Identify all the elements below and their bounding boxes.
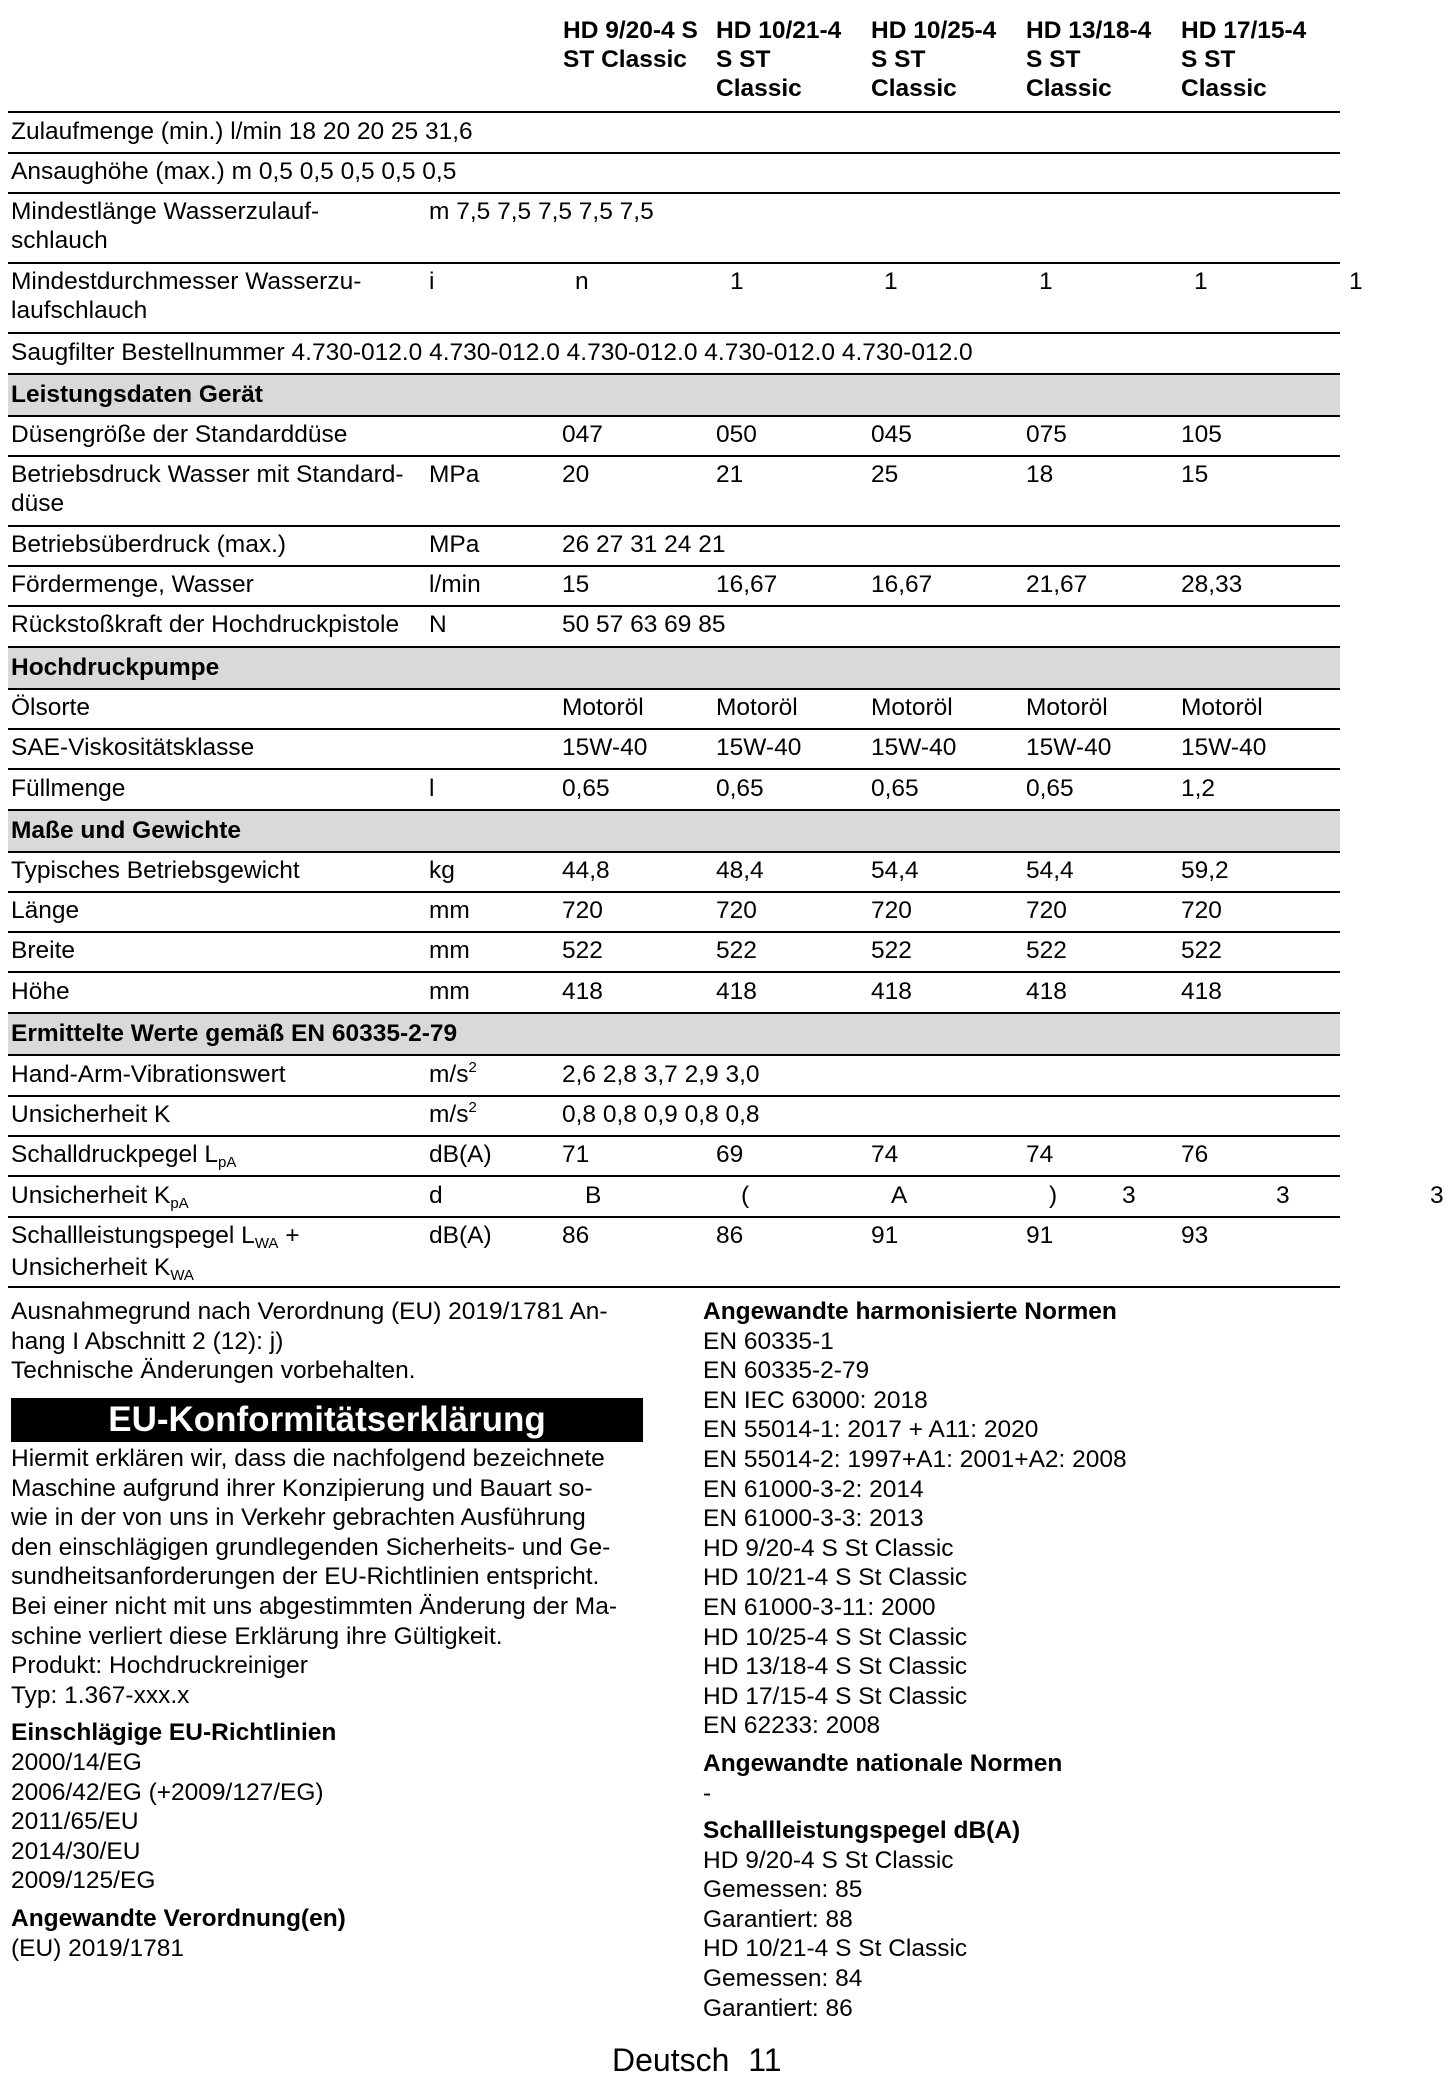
- unit: kg: [429, 857, 455, 884]
- row-oelsorte: Ölsorte: [11, 694, 90, 721]
- cell: 59,2: [1181, 857, 1229, 884]
- section-title: Ermittelte Werte gemäß EN 60335-2-79: [11, 1020, 458, 1047]
- cell: 15W-40: [562, 734, 648, 761]
- row-unsicherheit-k: Unsicherheit K: [11, 1101, 171, 1128]
- cell: 047: [562, 421, 603, 448]
- row-gewicht: Typisches Betriebsgewicht: [11, 857, 300, 884]
- model-col-5: HD 17/15-4 S ST Classic: [1181, 17, 1307, 102]
- cell: 15: [1181, 461, 1209, 488]
- row-values: 2,6 2,8 3,7 2,9 3,0: [562, 1061, 760, 1088]
- unit: mm: [429, 978, 470, 1005]
- row-values: 0,8 0,8 0,9 0,8 0,8: [562, 1101, 760, 1128]
- row-hoehe: Höhe: [11, 978, 70, 1005]
- section-title: Maße und Gewichte: [11, 817, 242, 844]
- unit: l/min: [429, 571, 481, 598]
- cell: 25: [871, 461, 899, 488]
- cell: 69: [716, 1141, 744, 1168]
- row-mindestdurchmesser-unit: i: [429, 268, 435, 295]
- cell: 720: [716, 897, 757, 924]
- cell: Motoröl: [871, 694, 953, 721]
- cell: 48,4: [716, 857, 764, 884]
- row-sae: SAE-Viskositätsklasse: [11, 734, 255, 761]
- cell: Motoröl: [1026, 694, 1108, 721]
- cell: 3: [1276, 1182, 1290, 1209]
- cell: 522: [716, 937, 757, 964]
- cell: 720: [1181, 897, 1222, 924]
- divider: [8, 891, 1340, 893]
- row-schalldruckpegel: Schalldruckpegel $L_{pA}$: [11, 1141, 237, 1171]
- unit: dB(A): [429, 1141, 492, 1168]
- cell: 20: [562, 461, 590, 488]
- cell: 0,65: [1026, 775, 1074, 802]
- page-footer: [612, 2042, 782, 2079]
- cell: Motoröl: [716, 694, 798, 721]
- unit: $m/s^2$: [429, 1099, 477, 1128]
- cell: 522: [562, 937, 603, 964]
- row-mindestdurchmesser-label: Mindestdurchmesser Wasserzu- laufschlauch: [11, 268, 362, 324]
- row-unsicherheit-kpa: Unsicherheit $K_{pA}$: [11, 1182, 189, 1212]
- cell: 418: [871, 978, 912, 1005]
- row-betriebsdruck-label: Betriebsdruck Wasser mit Standard- düse: [11, 461, 404, 517]
- divider: [8, 851, 1340, 853]
- row-values: 26 27 31 24 21: [562, 531, 726, 558]
- cell: Motoröl: [1181, 694, 1263, 721]
- row-values: 50 57 63 69 85: [562, 611, 726, 638]
- cell: 1: [884, 268, 898, 295]
- cell: 76: [1181, 1141, 1209, 1168]
- cell: 418: [1181, 978, 1222, 1005]
- section-title: Hochdruckpumpe: [11, 654, 220, 681]
- unit: N: [429, 611, 447, 638]
- unit: MPa: [429, 531, 480, 558]
- divider: [8, 525, 1340, 527]
- cell: 1: [1194, 268, 1208, 295]
- harmonised-title: Angewandte harmonisierte Normen: [703, 1298, 1117, 1325]
- divider: [8, 1095, 1340, 1097]
- divider: [8, 1175, 1340, 1177]
- cell: 075: [1026, 421, 1067, 448]
- divider: [8, 605, 1340, 607]
- divider: [8, 455, 1340, 457]
- divider: [8, 111, 1340, 113]
- cell: 44,8: [562, 857, 610, 884]
- cell: 71: [562, 1141, 590, 1168]
- model-col-2: HD 10/21-4 S ST Classic: [716, 17, 842, 102]
- cell: 0,65: [562, 775, 610, 802]
- row-breite: Breite: [11, 937, 76, 964]
- section-title: Leistungsdaten Gerät: [11, 381, 263, 408]
- unit: d: [429, 1182, 443, 1209]
- row-betriebsueberdruck: Betriebsüberdruck (max.): [11, 531, 287, 558]
- row-duesengroesse: Düsengröße der Standarddüse: [11, 421, 348, 448]
- cell: 86: [716, 1222, 744, 1249]
- cell: 54,4: [871, 857, 919, 884]
- row-saugfilter: Saugfilter Bestellnummer 4.730-012.0 4.730-012.0 4.730-012.0 4.730-012.0 4.730-012.0: [11, 339, 973, 366]
- cell: 0,65: [716, 775, 764, 802]
- conformity-title: EU-Konformitätserklärung: [11, 1398, 643, 1442]
- row-laenge: Länge: [11, 897, 80, 924]
- cell: 1,2: [1181, 775, 1216, 802]
- cell: 21: [716, 461, 744, 488]
- unit: $m/s^2$: [429, 1059, 477, 1088]
- row-ansaughoehe: Ansaughöhe (max.) m 0,5 0,5 0,5 0,5 0,5: [11, 158, 457, 185]
- cell: A: [891, 1182, 908, 1209]
- divider: [8, 971, 1340, 973]
- cell: 0,65: [871, 775, 919, 802]
- cell: 720: [562, 897, 603, 924]
- cell: 1: [1039, 268, 1053, 295]
- page-number: 11: [748, 2042, 782, 2078]
- model-col-1: HD 9/20-4 S ST Classic: [563, 17, 698, 73]
- sound-title: Schallleistungspegel dB(A): [703, 1817, 1021, 1845]
- cell: 720: [1026, 897, 1067, 924]
- row-fuellmenge: Füllmenge: [11, 775, 126, 802]
- divider: [8, 192, 1340, 194]
- national-title: Angewandte nationale Normen: [703, 1749, 1063, 1777]
- cell: n: [575, 268, 589, 295]
- divider: [8, 332, 1340, 334]
- cell: ): [1049, 1182, 1058, 1209]
- row-foerdermenge: Fördermenge, Wasser: [11, 571, 254, 598]
- row-vibration: Hand-Arm-Vibrationswert: [11, 1061, 286, 1088]
- cell: 93: [1181, 1222, 1209, 1249]
- divider: [8, 1286, 1340, 1288]
- divider: [8, 1054, 1340, 1056]
- cell: 15W-40: [716, 734, 802, 761]
- cell: 522: [871, 937, 912, 964]
- cell: 91: [871, 1222, 899, 1249]
- row-rueckstosskraft: Rückstoßkraft der Hochdruckpistole: [11, 611, 400, 638]
- directives-title: Einschlägige EU-Richtlinien: [11, 1719, 337, 1747]
- cell: (: [741, 1182, 750, 1209]
- row-schallleistungspegel-label: Schallleistungspegel $L_{WA}$ + Unsicherheit $K_{WA}$: [11, 1222, 300, 1284]
- divider: [8, 262, 1340, 264]
- cell: 418: [562, 978, 603, 1005]
- cell: 18: [1026, 461, 1054, 488]
- cell: 418: [1026, 978, 1067, 1005]
- conformity-body: Hiermit erklären wir, dass die nachfolgend bezeichnete Maschine aufgrund ihrer Konzipierung und Bauart so- wie in der von uns in Verkehr gebrachten Ausführung den einschlägigen grundlegenden Sicherheits- und Ge- sundheitsanforderungen der EU-Richtlinien entspricht. Bei einer nicht mit uns abgestimmten Änderung der Ma- schine verliert diese Erklärung ihre Gültigkeit. Produkt: Hochdruckreiniger Typ: 1.367-xxx.x Einschlägige EU-Richtlinien 2000/14/EG 2006/42/EG (+2009/127/EG) 2011/65/EU 2014/30/EU 2009/125/EG Angewandte Verordnung(en) (EU) 2019/1781: [11, 1445, 617, 1962]
- footer-language: Deutsch: [612, 2042, 730, 2078]
- model-col-4: HD 13/18-4 S ST Classic: [1026, 17, 1152, 102]
- cell: 1: [1349, 268, 1363, 295]
- row-zulaufmenge: Zulaufmenge (min.) l/min 18 20 20 25 31,6: [11, 118, 473, 145]
- divider: [8, 1135, 1340, 1137]
- standards-column: Angewandte harmonisierte Normen EN 60335-1 EN 60335-2-79 EN IEC 63000: 2018 EN 55014-1: 2017 + A11: 2020 EN 55014-2: 1997+A1: 2001+A2: 2008 EN 61000-3-2: 2014 EN 61000-3-3: 2013 HD 9/20-4 S St Classic HD 10/21-4 S St Classic EN 61000-3-11: 2000 HD 10/25-4 S St Classic HD 13/18-4 S St Classic HD 17/15-4 S St Classic EN 62233: 2008 Angewandte nationale Normen - Schallleistungspegel dB(A) HD 9/20-4 S St Classic Gemessen: 85 Garantiert: 88 HD 10/21-4 S St Classic Gemessen: 84 Garantiert: 86: [703, 1298, 1127, 2022]
- cell: 91: [1026, 1222, 1054, 1249]
- cell: 050: [716, 421, 757, 448]
- cell: 522: [1181, 937, 1222, 964]
- cell: 720: [871, 897, 912, 924]
- regulation-title: Angewandte Verordnung(en): [11, 1904, 346, 1932]
- unit: mm: [429, 897, 470, 924]
- cell: 105: [1181, 421, 1222, 448]
- divider: [8, 728, 1340, 730]
- unit: l: [429, 775, 435, 802]
- cell: Motoröl: [562, 694, 644, 721]
- divider: [8, 415, 1340, 417]
- notes: Ausnahmegrund nach Verordnung (EU) 2019/1781 An- hang I Abschnitt 2 (12): j) Technische Änderungen vorbehalten.: [11, 1298, 608, 1385]
- cell: 15W-40: [1181, 734, 1267, 761]
- cell: 3: [1122, 1182, 1136, 1209]
- cell: 16,67: [871, 571, 933, 598]
- unit: mm: [429, 937, 470, 964]
- unit: dB(A): [429, 1222, 492, 1249]
- cell: B: [585, 1182, 602, 1209]
- row-mindestlaenge-label: Mindestlänge Wasserzulauf- schlauch: [11, 198, 320, 254]
- cell: 3: [1430, 1182, 1444, 1209]
- cell: 74: [1026, 1141, 1054, 1168]
- row-mindestlaenge-values: m 7,5 7,5 7,5 7,5 7,5: [429, 198, 654, 225]
- cell: 86: [562, 1222, 590, 1249]
- cell: 045: [871, 421, 912, 448]
- divider: [8, 152, 1340, 154]
- divider: [8, 768, 1340, 770]
- cell: 74: [871, 1141, 899, 1168]
- cell: 1: [730, 268, 744, 295]
- cell: 16,67: [716, 571, 778, 598]
- divider: [8, 688, 1340, 690]
- cell: 28,33: [1181, 571, 1243, 598]
- divider: [8, 931, 1340, 933]
- model-col-3: HD 10/25-4 S ST Classic: [871, 17, 997, 102]
- cell: 522: [1026, 937, 1067, 964]
- divider: [8, 1216, 1340, 1218]
- cell: 15W-40: [1026, 734, 1112, 761]
- cell: 54,4: [1026, 857, 1074, 884]
- divider: [8, 565, 1340, 567]
- cell: 21,67: [1026, 571, 1088, 598]
- cell: 15: [562, 571, 590, 598]
- cell: 418: [716, 978, 757, 1005]
- cell: 15W-40: [871, 734, 957, 761]
- unit: MPa: [429, 461, 480, 488]
